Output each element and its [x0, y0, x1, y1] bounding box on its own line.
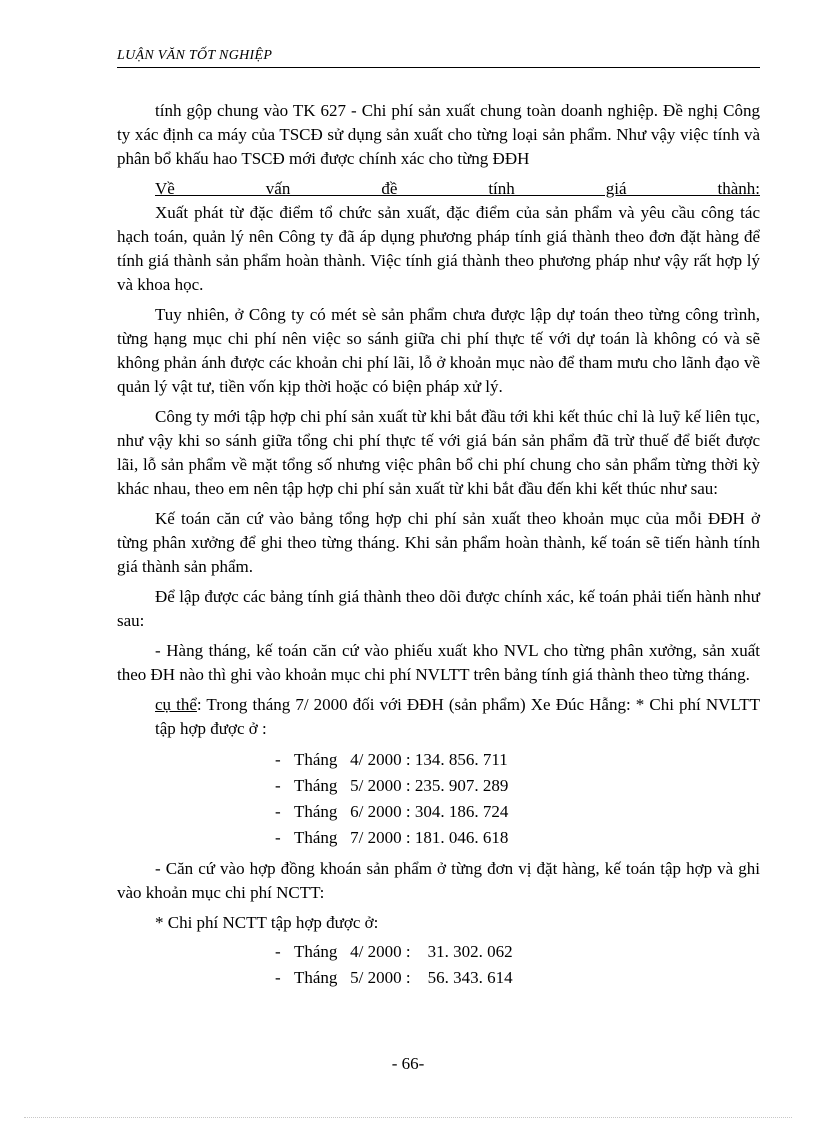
paragraph-2: Xuất phát từ đặc điểm tổ chức sản xuất, đặc điểm của sản phẩm và yêu cầu công tác hạch toán, quản lý nên Công ty đã áp dụng phương pháp tính giá thành theo đơn đặt hàng để tính giá thành sản phẩm hoàn thành. Việc tính giá thành theo phương pháp như vậy rất hợp lý và khoa học. — [117, 203, 760, 294]
nctt-list — [117, 939, 760, 991]
paragraph-3: Tuy nhiên, ở Công ty có mét sè sản phẩm chưa được lập dự toán theo từng công trình, từng hạng mục chi phí nên việc so sánh giữa chi phí thực tế với dự toán là không có và sẽ không phản ánh được các khoản chi phí lãi, lỗ ở khoản mục nào để tham mưu cho lãnh đạo về quản lý vật tư, tiền vốn kịp thời hoặc có biện pháp xử lý. — [117, 305, 760, 396]
paragraph-5: Kế toán căn cứ vào bảng tổng hợp chi phí sản xuất theo khoản mục của mỗi ĐĐH ở từng phân xưởng để ghi theo từng tháng. Khi sản phẩm hoàn thành, kế toán sẽ tiến hành tính giá thành sản phẩm. — [117, 509, 760, 576]
section-heading: Về vấn đề tính giá thành: — [155, 179, 760, 198]
paragraph-1: tính gộp chung vào TK 627 - Chi phí sản xuất chung toàn doanh nghiệp. Đề nghị Công ty xác định ca máy của TSCĐ sử dụng sản xuất cho từng loại sản phẩm. Như vậy việc tính và phân bổ khấu hao TSCĐ mới được chính xác cho từng ĐĐH — [117, 101, 760, 168]
paragraph-4: Công ty mới tập hợp chi phí sản xuất từ khi bắt đầu tới khi kết thúc chỉ là luỹ kế liên tục, như vậy khi so sánh giữa tổng chi phí thực tế với giá bán sản phẩm đã trừ thuế để biết được lãi, lỗ sản phẩm về mặt tổng số nhưng việc phân bổ chi phí chung cho sản phẩm từng thời kỳ khác nhau, theo em nên tập hợp chi phí sản xuất từ khi bắt đầu đến khi kết thúc như sau: — [117, 407, 760, 498]
example-intro — [155, 693, 760, 741]
paragraph-7: - Hàng tháng, kế toán căn cứ vào phiếu xuất kho NVL cho từng phân xưởng, sản xuất theo ĐH nào thì ghi vào khoản mục chi phí NVLTT trên bảng tính giá thành theo từng tháng. — [117, 641, 760, 684]
list-item: - Tháng 6/ 2000 : 304. 186. 724 — [275, 802, 509, 821]
paragraph-9: * Chi phí NCTT tập hợp được ở: — [155, 913, 379, 932]
paragraph-6: Để lập được các bảng tính giá thành theo dõi được chính xác, kế toán phải tiến hành như sau: — [117, 587, 760, 630]
running-header: LUẬN VĂN TỐT NGHIỆP — [117, 48, 760, 68]
example-text: : Trong tháng 7/ 2000 đối với ĐĐH (sản phẩm) Xe Đúc Hẫng: * Chi phí NVLTT tập hợp được ở : — [155, 695, 760, 738]
page-number: - 66- — [391, 1054, 425, 1073]
list-item: - Tháng 4/ 2000 : 134. 856. 711 — [275, 750, 508, 769]
page-body — [117, 99, 760, 991]
list-item: - Tháng 7/ 2000 : 181. 046. 618 — [275, 828, 509, 847]
list-item: - Tháng 5/ 2000 : 56. 343. 614 — [275, 968, 513, 987]
page-bottom-divider — [24, 1117, 792, 1118]
list-item: - Tháng 5/ 2000 : 235. 907. 289 — [275, 776, 509, 795]
example-label: cụ thể — [155, 695, 197, 714]
list-item: - Tháng 4/ 2000 : 31. 302. 062 — [275, 942, 513, 961]
nvltt-list — [117, 747, 760, 851]
paragraph-8: - Căn cứ vào hợp đồng khoán sản phẩm ở từng đơn vị đặt hàng, kế toán tập hợp và ghi vào khoản mục chi phí NCTT: — [117, 859, 760, 902]
